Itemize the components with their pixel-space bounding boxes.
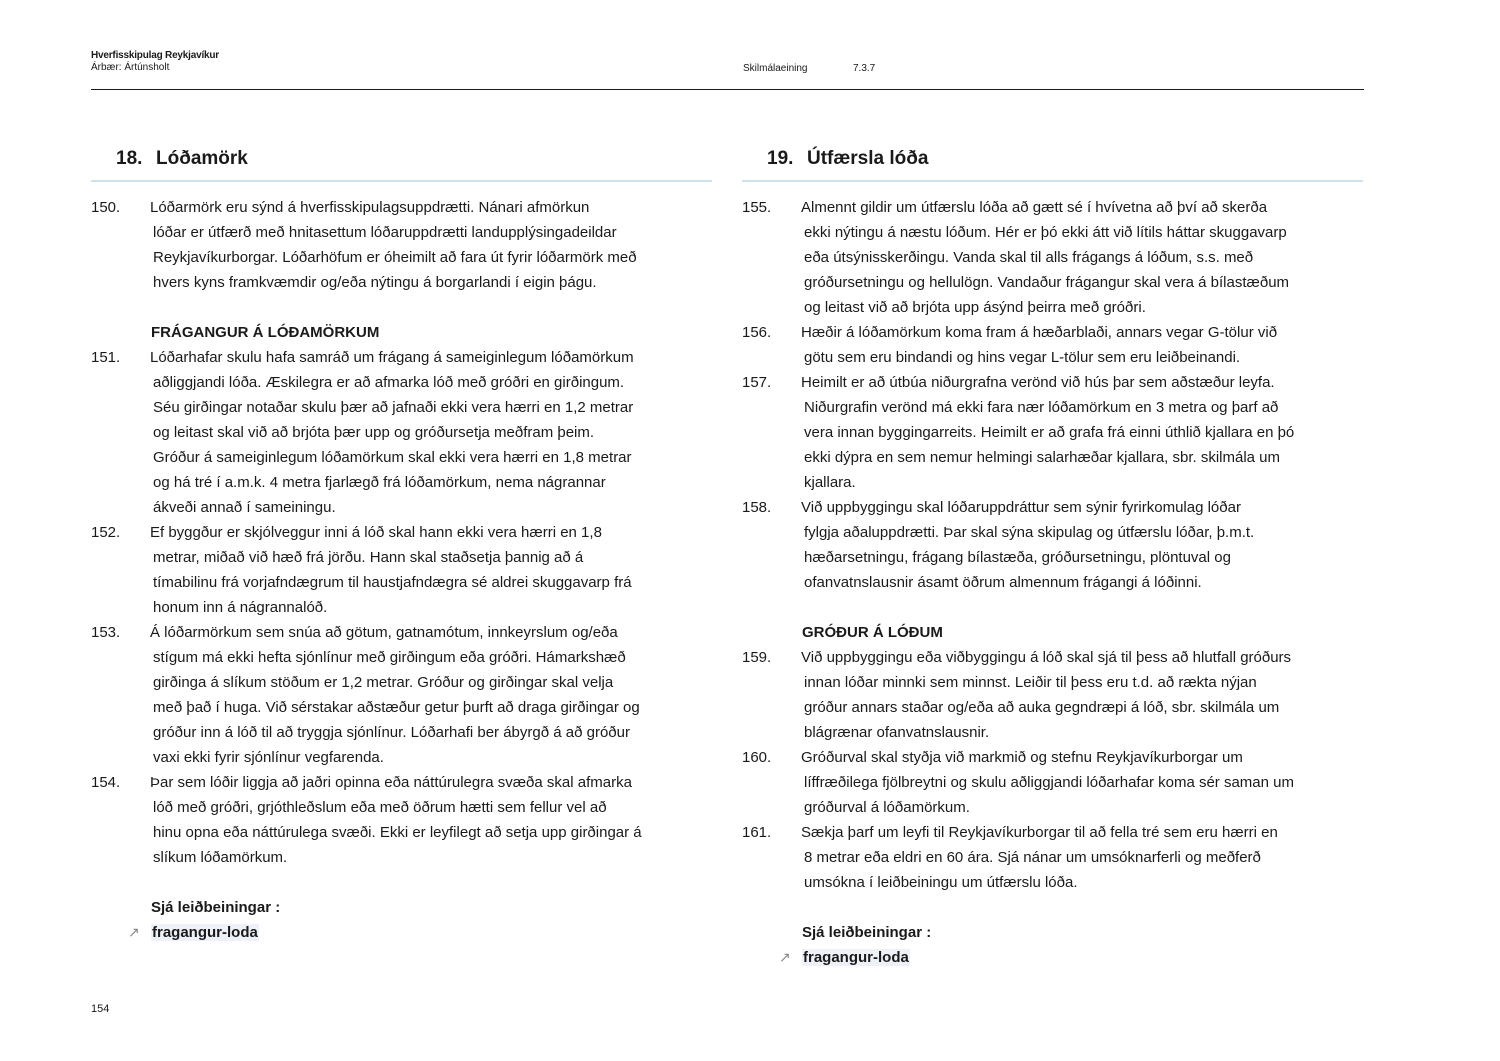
clause-line: innan lóðar minnki sem minnst. Leiðir til þess eru t.d. að rækta nýjan	[804, 674, 1257, 691]
section-heading-number: 19.	[767, 148, 794, 169]
clause-line: Reykjavíkurborgar. Lóðarhöfum er óheimilt að fara út fyrir lóðarmörk með	[153, 249, 637, 266]
clause-line: Lóðarhafar skulu hafa samráð um frágang á sameiginlegum lóðamörkum	[150, 349, 634, 366]
clause-list	[742, 195, 1363, 595]
clause-line: ofanvatnslausnir ásamt öðrum almennum frágangi á lóðinni.	[804, 574, 1202, 591]
clause-text	[151, 520, 712, 620]
clause-line: Við uppbyggingu eða viðbyggingu á lóð skal sjá til þess að hlutfall gróðurs	[801, 649, 1292, 666]
clause-text	[802, 645, 1363, 745]
clause-line: aðliggjandi lóða. Æskilegra er að afmarka lóð með gróðri en girðingum.	[153, 374, 625, 391]
clause-line: hvers kyns framkvæmdir og/eða nýtingu á borgarlandi í eigin þágu.	[153, 274, 597, 291]
section-heading-title: Lóðamörk	[156, 148, 248, 169]
clause-text	[802, 745, 1363, 820]
clause-item	[91, 195, 712, 295]
clause-number: 155.	[742, 199, 772, 216]
header-divider	[91, 89, 1364, 90]
clause-number: 154.	[91, 774, 121, 791]
clause-number: 161.	[742, 824, 772, 841]
clause-line: stígum má ekki hefta sjónlínur með girðingum eða gróðri. Hámarkshæð	[153, 649, 626, 666]
section-heading-title: Útfærsla lóða	[807, 148, 929, 169]
clause-line: og há tré í a.m.k. 4 metra fjarlægð frá lóðamörkum, nema nágrannar	[153, 474, 606, 491]
clause-item	[742, 320, 1363, 370]
section-heading	[91, 140, 712, 180]
clause-line: Hæðir á lóðamörkum koma fram á hæðarblaði, annars vegar G-tölur við	[801, 324, 1278, 341]
clause-line: gróður annars staðar og/eða að auka gegndræpi á lóð, sbr. skilmála um	[804, 699, 1280, 716]
clause-text	[151, 345, 712, 520]
clause-text	[802, 495, 1363, 595]
clause-text	[151, 620, 712, 770]
clause-line: ákveði annað í sameiningu.	[153, 499, 336, 516]
section-heading-number: 18.	[116, 148, 143, 169]
clause-line: tímabilinu frá vorjafndægrum til haustjafndægra sé aldrei skuggavarp frá	[153, 574, 632, 591]
section-number: 7.3.7	[853, 63, 876, 74]
clause-text	[802, 820, 1363, 895]
clause-item	[742, 645, 1363, 745]
clause-line: Almennt gildir um útfærslu lóða að gætt sé í hvívetna að því að skerða	[801, 199, 1268, 216]
subheading: GRÓÐUR Á LÓÐUM	[802, 624, 943, 641]
clause-line: gróðurval á lóðamörkum.	[804, 799, 970, 816]
guide-link[interactable]: fragangur-loda	[803, 949, 909, 966]
clause-item	[91, 345, 712, 520]
clause-line: honum inn á nágrannalóð.	[153, 599, 328, 616]
clause-line: slíkum lóðamörkum.	[153, 849, 288, 866]
clause-line: vaxi ekki fyrir sjónlínur vegfarenda.	[153, 749, 384, 766]
subheading: FRÁGANGUR Á LÓÐAMÖRKUM	[151, 324, 380, 341]
clause-line: með það í huga. Við sérstakar aðstæður getur þurft að draga girðingar og	[153, 699, 640, 716]
clause-line: 8 metrar eða eldri en 60 ára. Sjá nánar um umsóknarferli og meðferð	[804, 849, 1261, 866]
clause-line: Séu girðingar notaðar skulu þær að jafnaði ekki vera hærri en 1,2 metrar	[153, 399, 634, 416]
clause-number: 159.	[742, 649, 772, 666]
clause-number: 158.	[742, 499, 772, 516]
clause-item	[742, 195, 1363, 320]
clause-line: umsókna í leiðbeiningu um útfærslu lóða.	[804, 874, 1078, 891]
clause-list	[742, 645, 1363, 895]
clause-item	[742, 820, 1363, 895]
clause-line: Ef byggður er skjólveggur inni á lóð skal hann ekki vera hærri en 1,8	[150, 524, 602, 541]
section-lodamork	[91, 140, 712, 945]
clause-line: hinu opna eða náttúrulega svæði. Ekki er leyfilegt að setja upp girðingar á	[153, 824, 642, 841]
clause-line: lóðar er útfærð með hnitasettum lóðaruppdrætti landupplýsingadeildar	[153, 224, 617, 241]
clause-number: 156.	[742, 324, 772, 341]
clause-line: lóð með gróðri, grjóthleðslum eða með öðrum hætti sem fellur vel að	[153, 799, 607, 816]
clause-line: gróður inn á lóð til að tryggja sjónlínur. Lóðarhafi ber ábyrgð á að gróður	[153, 724, 630, 741]
clause-line: og leitast skal við að brjóta þær upp og gróðursetja meðfram þeim.	[153, 424, 595, 441]
arrow-up-right-icon: ↗	[779, 949, 791, 965]
clause-item	[742, 370, 1363, 495]
clause-line: kjallara.	[804, 474, 856, 491]
clause-line: Þar sem lóðir liggja að jaðri opinna eða náttúrulegra svæða skal afmarka	[150, 774, 632, 791]
clause-number: 151.	[91, 349, 121, 366]
section-reference	[743, 63, 876, 74]
clause-line: Gróður á sameiginlegum lóðamörkum skal ekki vera hærri en 1,8 metrar	[153, 449, 632, 466]
document-title: Hverfisskipulag Reykjavíkur	[91, 50, 219, 61]
section-divider	[742, 180, 1363, 182]
clause-line: blágrænar ofanvatnslausnir.	[804, 724, 990, 741]
clause-number: 150.	[91, 199, 121, 216]
clause-line: Gróðurval skal styðja við markmið og stefnu Reykjavíkurborgar um	[801, 749, 1243, 766]
clause-text	[802, 195, 1363, 320]
clause-number: 160.	[742, 749, 772, 766]
clause-line: gróðursetningu og hellulögn. Vandaður frágangur skal vera á bílastæðum	[804, 274, 1290, 291]
clause-line: Heimilt er að útbúa niðurgrafna verönd við hús þar sem aðstæður leyfa.	[801, 374, 1275, 391]
clause-number: 153.	[91, 624, 121, 641]
clause-text	[151, 195, 712, 295]
clause-line: hæðarsetningu, frágang bílastæða, gróðursetningu, plöntuval og	[804, 549, 1231, 566]
page-number: 154	[91, 1003, 110, 1015]
clause-line: fylgja aðaluppdrætti. Þar skal sýna skipulag og útfærslu lóðar, þ.m.t.	[804, 524, 1255, 541]
clause-number: 152.	[91, 524, 121, 541]
section-heading	[742, 140, 1363, 180]
clause-line: ekki nýtingu á næstu lóðum. Hér er þó ekki átt við lítils háttar skuggavarp	[804, 224, 1287, 241]
clause-item	[742, 495, 1363, 595]
guide-label: Sjá leiðbeiningar :	[802, 924, 932, 941]
guide-link-row	[91, 920, 712, 945]
clause-text	[802, 320, 1363, 370]
clause-number: 157.	[742, 374, 772, 391]
clause-line: Lóðarmörk eru sýnd á hverfisskipulagsuppdrætti. Nánari afmörkun	[150, 199, 590, 216]
clause-line: eða útsýnisskerðingu. Vanda skal til alls frágangs á lóðum, s.s. með	[804, 249, 1254, 266]
clause-line: metrar, miðað við hæð frá jörðu. Hann skal staðsetja þannig að á	[153, 549, 584, 566]
document-header	[91, 50, 219, 74]
document-subtitle: Árbær: Ártúnsholt	[91, 62, 170, 73]
clause-list	[91, 195, 712, 295]
clause-text	[151, 770, 712, 870]
clause-line: götu sem eru bindandi og hins vegar L-tölur sem eru leiðbeinandi.	[804, 349, 1241, 366]
clause-item	[91, 520, 712, 620]
clause-line: Á lóðarmörkum sem snúa að götum, gatnamótum, innkeyrslum og/eða	[150, 624, 618, 641]
clause-list	[91, 345, 712, 870]
clause-item	[91, 770, 712, 870]
clause-line: Við uppbyggingu skal lóðaruppdráttur sem sýnir fyrirkomulag lóðar	[801, 499, 1241, 516]
clause-item	[91, 620, 712, 770]
arrow-up-right-icon: ↗	[128, 924, 140, 940]
clause-line: vera innan byggingarreits. Heimilt er að grafa frá einni úthlið kjallara en þó	[804, 424, 1295, 441]
section-label: Skilmálaeining	[743, 63, 808, 74]
section-divider	[91, 180, 712, 182]
clause-line: ekki dýpra en sem nemur helmingi salarhæðar kjallara, sbr. skilmála um	[804, 449, 1281, 466]
section-utfaersla-loda	[742, 140, 1363, 970]
guide-label: Sjá leiðbeiningar :	[151, 899, 281, 916]
clause-line: og leitast við að brjóta upp ásýnd þeirra með gróðri.	[804, 299, 1146, 316]
clause-line: Niðurgrafin verönd má ekki fara nær lóðamörkum en 3 metra og þarf að	[804, 399, 1279, 416]
clause-line: líffræðilega fjölbreytni og skulu aðliggjandi lóðarhafar koma sér saman um	[804, 774, 1294, 791]
clause-item	[742, 745, 1363, 820]
clause-line: girðinga á slíkum stöðum er 1,2 metrar. Gróður og girðingar skal velja	[153, 674, 614, 691]
clause-line: Sækja þarf um leyfi til Reykjavíkurborgar til að fella tré sem eru hærri en	[801, 824, 1278, 841]
guide-link-row	[742, 945, 1363, 970]
clause-text	[802, 370, 1363, 495]
guide-link[interactable]: fragangur-loda	[152, 924, 258, 941]
